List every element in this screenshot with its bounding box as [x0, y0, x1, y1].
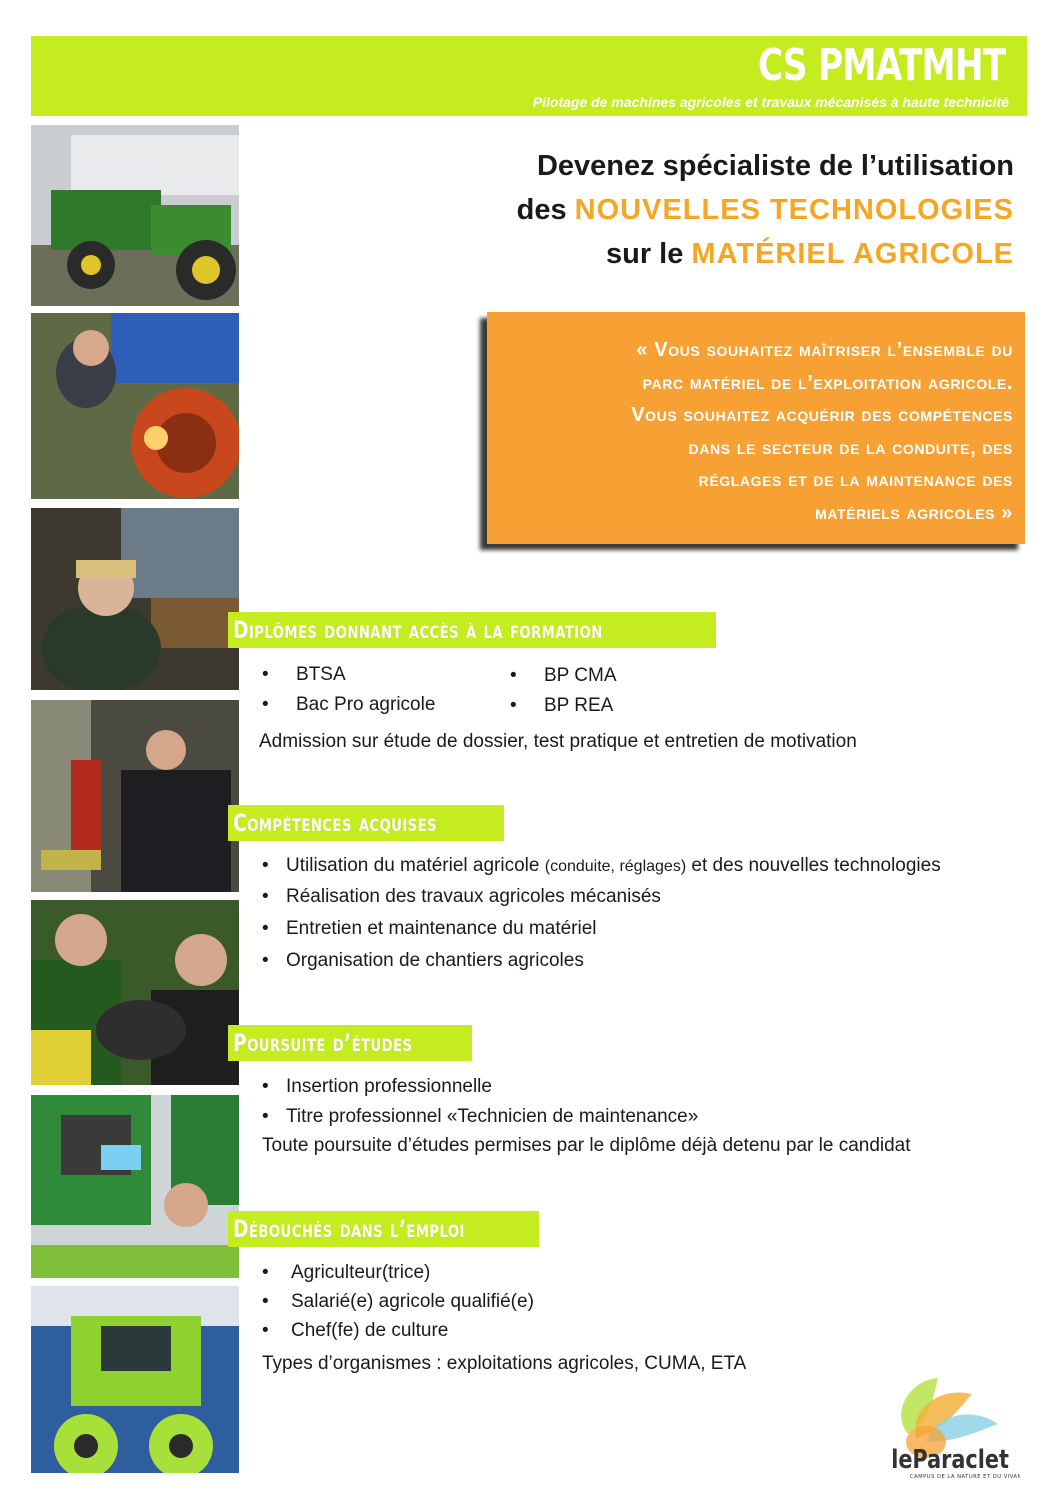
section-title-competences — [228, 805, 504, 841]
page-subtitle: Pilotage de machines agricoles et travaux mécanisés à haute technicité — [532, 94, 1009, 110]
poursuite-list — [262, 1072, 698, 1132]
page-title: CS PMATMHT — [757, 40, 1005, 91]
headline — [517, 144, 1014, 276]
debouches-list — [262, 1258, 534, 1345]
competences-list — [262, 851, 941, 977]
leparaclet-logo — [880, 1372, 1020, 1482]
section-title-text: Diplômes donnant accès à la formation — [233, 616, 603, 644]
photo-welding — [31, 313, 239, 499]
photo-forage-harvester — [31, 1286, 239, 1473]
list-item: • Titre professionnel «Technicien de maintenance» — [262, 1102, 698, 1132]
section-title-debouches — [228, 1211, 539, 1247]
headline-line-3 — [517, 232, 1014, 276]
photo-hydraulics — [31, 700, 239, 892]
list-item: • Organisation de chantiers agricoles — [262, 945, 941, 977]
quote-line: matériels agricoles » — [815, 501, 1013, 524]
list-item: • Bac Pro agricole — [262, 690, 435, 720]
diplomes-list-left — [262, 660, 435, 720]
headline-line-2-prefix: des — [516, 194, 575, 226]
list-item: • BP CMA — [510, 661, 617, 691]
quote-line: « Vous souhaitez maîtriser l’ensemble du — [636, 339, 1013, 361]
list-item: • Agriculteur(trice) — [262, 1258, 534, 1287]
photo-tractors — [31, 125, 239, 306]
list-item — [262, 851, 941, 881]
list-item: • Insertion professionnelle — [262, 1072, 698, 1102]
list-item: • BP REA — [510, 691, 617, 721]
poursuite-note: Toute poursuite d’études permises par le diplôme déjà detenu par le candidat — [262, 1135, 911, 1156]
logo-wordmark: leParaclet — [891, 1443, 1009, 1475]
header-banner — [31, 36, 1027, 116]
headline-highlight-materiel: MATÉRIEL AGRICOLE — [691, 238, 1014, 270]
section-title-poursuite — [228, 1025, 472, 1061]
quote-line: réglages et de la maintenance des — [698, 469, 1013, 491]
diplomes-admission-note: Admission sur étude de dossier, test pratique et entretien de motivation — [259, 731, 857, 752]
quote-line: parc matériel de l’exploitation agricole. — [642, 371, 1013, 394]
photo-workshop-student — [31, 508, 239, 690]
quote-box — [487, 312, 1025, 544]
quote-line: dans le secteur de la conduite, des — [688, 436, 1013, 459]
list-item: • Réalisation des travaux agricoles mécanisés — [262, 881, 941, 913]
headline-line-3-prefix: sur le — [605, 238, 692, 270]
diplomes-list-right — [510, 661, 617, 721]
list-item: • Salarié(e) agricole qualifié(e) — [262, 1287, 534, 1316]
headline-highlight-technologies: NOUVELLES TECHNOLOGIES — [574, 194, 1014, 226]
list-item-text: Utilisation du matériel agricole — [286, 855, 545, 876]
list-item: • Entretien et maintenance du matériel — [262, 913, 941, 945]
section-title-diplomes — [228, 612, 716, 648]
list-item: • BTSA — [262, 660, 435, 690]
logo-tagline: CAMPUS DE LA NATURE ET DU VIVANT — [910, 1474, 1020, 1480]
list-item-text: et des nouvelles technologies — [686, 855, 941, 876]
list-item-detail: (conduite, réglages) — [544, 858, 687, 875]
headline-line-2 — [517, 188, 1014, 232]
headline-line-1: Devenez spécialiste de l’utilisation — [536, 150, 1014, 182]
section-title-text: Compétences acquises — [233, 809, 437, 837]
photo-harvester-cab — [31, 1095, 239, 1278]
list-item: • Chef(fe) de culture — [262, 1316, 534, 1345]
section-title-text: Débouchés dans l’emploi — [233, 1215, 465, 1243]
leaf-logo-icon — [880, 1372, 1020, 1482]
section-title-text: Poursuite d’études — [233, 1029, 413, 1057]
photo-students-green — [31, 900, 239, 1085]
debouches-note: Types d’organismes : exploitations agricoles, CUMA, ETA — [262, 1353, 747, 1374]
quote-line: Vous souhaitez acquérir des compétences — [631, 404, 1013, 426]
